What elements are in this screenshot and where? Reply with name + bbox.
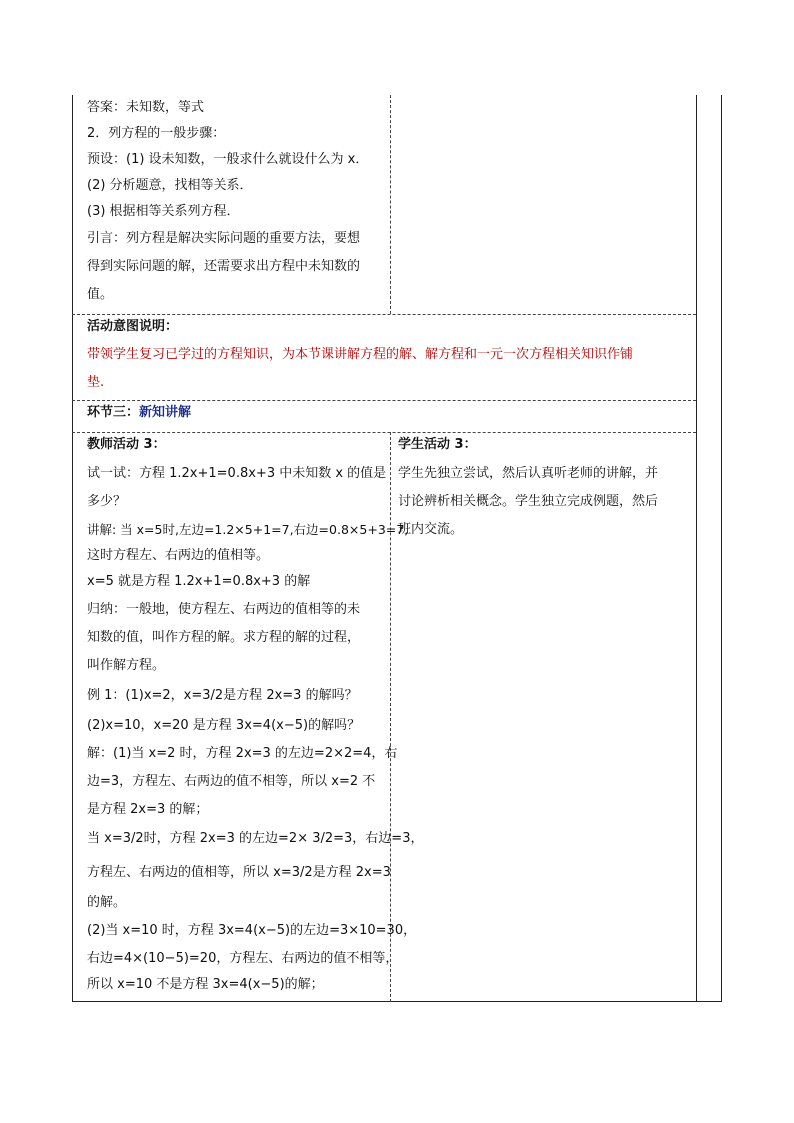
example-1-question-2: (2)x=10，x=20 是方程 3x=4(x−5)的解吗？ <box>87 718 361 733</box>
student-line: 学生先独立尝试，然后认真听老师的讲解，并 <box>398 466 659 481</box>
preset-step-2: (2) 分析题意，找相等关系． <box>87 178 253 193</box>
solution-line: 方程左、右两边的值相等，所以 x=3/2是方程 2x=3 <box>87 865 391 880</box>
intro-line-2: 得到实际问题的解，还需要求出方程中未知数的 <box>87 259 361 274</box>
divider-after-intent <box>72 400 696 401</box>
student-line: 班内交流。 <box>398 522 464 537</box>
intro-line-1: 引言：列方程是解决实际问题的重要方法，要想 <box>87 231 361 246</box>
teacher-line: 知数的值，叫作方程的解。求方程的解的过程， <box>87 630 361 645</box>
solution-line: 的解。 <box>87 895 127 910</box>
intro-line-3: 值。 <box>87 287 114 302</box>
solution-line: 解：(1)当 x=2 时，方程 2x=3 的左边=2×2=4，右 <box>87 746 398 761</box>
solution-line: 所以 x=10 不是方程 3x=4(x−5)的解； <box>87 977 324 992</box>
intent-line-1: 带领学生复习已学过的方程知识，为本节课讲解方程的解、解方程和一元一次方程相关知识作铺 <box>87 347 634 362</box>
teacher-line: x=5 就是方程 1.2x+1=0.8x+3 的解 <box>87 574 311 589</box>
teacher-line: 这时方程左、右两边的值相等。 <box>87 548 270 563</box>
solution-line: 是方程 2x=3 的解； <box>87 802 209 817</box>
preset-step-3: (3) 根据相等关系列方程． <box>87 204 240 219</box>
section-title: 新知讲解 <box>139 405 192 420</box>
solution-line: 右边=4×(10−5)=20，方程左、右两边的值不相等， <box>87 951 399 966</box>
answer-line: 答案：未知数，等式 <box>87 100 205 115</box>
solution-line: 当 x=3/2时，方程 2x=3 的左边=2× 3/2=3，右边=3， <box>87 831 424 846</box>
student-activity-title: 学生活动 3： <box>398 437 477 452</box>
student-line: 讨论辨析相关概念。学生独立完成例题，然后 <box>398 494 659 509</box>
solution-line: (2)当 x=10 时，方程 3x=4(x−5)的左边=3×10=30， <box>87 923 417 938</box>
divider-after-top-cells <box>72 314 696 315</box>
preset-step-1: 预设：(1) 设未知数，一般求什么就设什么为 x． <box>87 152 369 167</box>
teacher-line: 试一试：方程 1.2x+1=0.8x+3 中未知数 x 的值是 <box>87 466 387 481</box>
steps-heading: 2．列方程的一般步骤： <box>87 126 226 141</box>
activity-column-divider <box>390 432 391 1002</box>
solution-line: 边=3，方程左、右两边的值不相等，所以 x=2 不 <box>87 774 376 789</box>
teacher-line: 讲解: 当 x=5时,左边=1.2×5+1=7,右边=0.8×5+3=7, <box>87 522 409 537</box>
table-right-margin-line <box>696 95 697 1002</box>
intent-title: 活动意图说明： <box>87 319 179 334</box>
teacher-activity-title: 教师活动 3： <box>87 437 166 452</box>
divider-after-section <box>72 432 696 433</box>
section-label: 环节三： <box>87 405 140 420</box>
intent-line-2: 垫. <box>87 375 105 390</box>
teacher-line: 叫作解方程。 <box>87 658 166 673</box>
teacher-line: 归纳：一般地，使方程左、右两边的值相等的未 <box>87 602 361 617</box>
example-1-question: 例 1：(1)x=2，x=3/2是方程 2x=3 的解吗？ <box>87 688 358 703</box>
section-header <box>87 405 191 421</box>
top-column-divider <box>390 95 391 314</box>
teacher-line: 多少？ <box>87 494 127 509</box>
